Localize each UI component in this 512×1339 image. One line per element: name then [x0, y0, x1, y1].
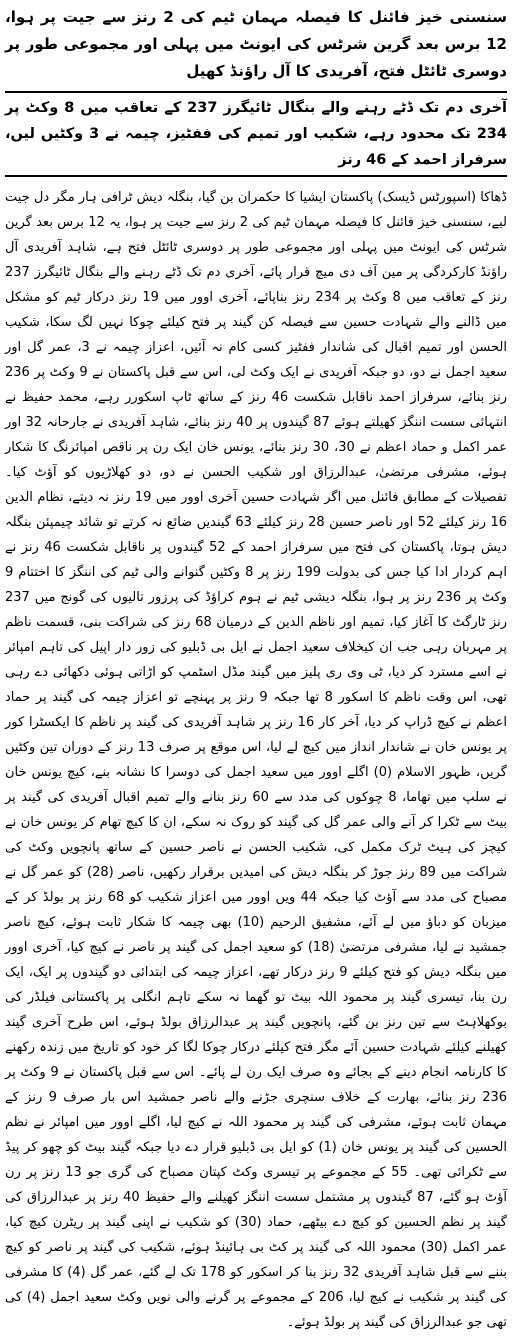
article-body: ڈھاکا (اسپورٹس ڈیسک) پاکستان ایشیا کا حکمران بن گیا، بنگلہ دیش ٹرافی ہار مگر دل جیت لیے، سنسنی خیز فائنل کا فیصلہ مہمان ٹیم کی 2 رنز سے جیت پر ہوا، یہ 12 برس بعد گرین شرٹس کی ایونٹ میں پہلی اور مجموعی طور پر دوسری ٹائٹل فتح ہے، شاہد آفریدی آل راؤنڈ کارکردگی پر مین آف دی میچ قرار پائے، آخری دم تک ڈٹے رہنے والے بنگال ٹائیگرز 237 رنز کے تعاقب میں 8 وکٹ پر 234 رنز بناپائے، آخری اوور میں 19 رنز درکار ٹیم کو مشکل میں ڈالنے والے شہادت حسین سے فیصلہ کن گیند پر فتح کیلئے چوکا نہیں لگ سکا، شکیب الحسن اور تمیم اقبال کی شاندار ففٹیز کسی کام نہ آئیں، اعزاز چیمہ نے 3، عمر گل اور سعید اجمل نے دو، دو جبکہ آفریدی نے ایک وکٹ لی، اس سے قبل پاکستان نے 9 وکٹ پر 236 رنز بنائے، سرفراز احمد ناقابل شکست 46 رنز کے ساتھ ٹاپ اسکورر رہے، محمد حفیظ نے انتہائی سست اننگز کھیلتے ہوئے 87 گیندوں پر 40 رنز بنائے، شاہد آفریدی نے جارحانہ 32 اور عمر اکمل و حماد اعظم نے 30، 30 رنز بنائے، یونس خان ایک رن پر ناقص امپائرنگ کا شکار ہوئے، مشرفی مرتضیٰ، عبدالرزاق اور شکیب الحسن نے دو، دو کھلاڑیوں کو آؤٹ کیا۔ تفصیلات کے مطابق فائنل میں اگر شہادت حسین آخری اوور میں 19 رنز نہ دیتے، نظام الدین 16 رنز کیلئے 52 اور ناصر حسین 28 رنز کیلئے 63 گیندیں ضائع نہ کرتے تو شائد چیمپئن بنگلہ دیش ہوتا، پاکستان کی فتح میں سرفراز احمد کے 52 گیندوں پر ناقابل شکست 46 رنز نے اہم کردار ادا کیا جس کی بدولت 199 رنز پر 8 وکٹیں گنوانے والی ٹیم کی اننگز کا اختتام 9 وکٹ پر 236 رنز پر ہوا، بنگلہ دیشی ٹیم نے ہوم کراؤڈ کی پرزور تالیوں کی گونج میں 237 رنز ٹارگٹ کا آغاز کیا، تمیم اور ناظم الدین کے درمیان 68 رنز کی شراکت بنی، قسمت ناظم پر مہربان رہی جب ان کیخلاف سعید اجمل نے ایل بی ڈبلیو کی زور دار اپیل کی تاہم امپائر نے اسے مسترد کر دیا، ٹی وی ری پلیز میں گیند مڈل اسٹمپ کو اڑاتی ہوئی دکھائی دے رہی تھی، اس وقت ناظم کا اسکور 8 تھا جبکہ 9 رنز پر پہنچے تو اعزاز چیمہ کی گیند پر حماد اعظم نے کیچ ڈراپ کر دیا، آخر کار 16 رنز پر شاہد آفریدی کی گیند پر ناظم کا ایکسٹرا کور پر یونس خان نے شاندار انداز میں کیچ لے لیا، اس موقع پر صرف 13 رنز کے دوران تین وکٹیں گریں، ظہور الاسلام (0) اگلے اوور میں سعید اجمل کی دوسرا کا نشانہ بنے، کیچ یونس خان نے سلپ میں تھاما، 8 چوکوں کی مدد سے 60 رنز بنانے والے تمیم اقبال آفریدی کی گیند پر بیٹ سے ٹکرا کر آنے والی عمر گل کی گیند کو روک نہ سکے، ان کا کیچ تھام کر یونس خان نے کیچز کی ہیٹ ٹرک مکمل کی، شکیب الحسن نے ناصر حسین کے ساتھ پانچویں وکٹ کی شراکت میں 89 رنز جوڑ کر بنگلہ دیش کی امیدیں برقرار رکھیں، ناصر (28) کو عمر گل نے مصباح کی مدد سے آؤٹ کیا جبکہ 44 ویں اوور میں اعزاز شکیب کو 68 رنز پر بولڈ کر کے میزبان کو دباؤ میں لے آئے، مشفیق الرحیم (10) بھی چیمہ کا شکار ثابت ہوئے، کیچ ناصر جمشید نے لیا، مشرفی مرتضیٰ (18) کو سعید اجمل کی گیند پر ناصر نے کیچ کیا، آخری اوور میں بنگلہ دیش کو فتح کیلئے 9 رنز درکار تھے، اعزاز چیمہ کی ابتدائی دو گیندوں پر ایک، ایک رن بنا، تیسری گیند پر محمود اللہ بیٹ تو گھما نہ سکے تاہم انگلی پر پاکستانی فیلڈر کی بوکھلاہٹ سے تین رنز بن گئے، پانچویں گیند پر عبدالرزاق بولڈ ہوئے، اس طرح آخری گیند کھیلنے کیلئے شہادت حسین آئے مگر فتح کیلئے درکار چوکا لگا کر خود کو تاریخ میں زندہ رکھنے کا کارنامہ انجام دینے کے بجائے وہ صرف ایک رن لے پائے۔ اس سے قبل پاکستان نے 9 وکٹ پر 236 رنز بنائے، بھارت کے خلاف سنچری جڑنے والے ناصر جمشید اس بار صرف 9 رنز کے مہمان ثابت ہوئے، مشرفی کی گیند پر محمود اللہ نے کیچ لیا، اگلے اوور میں امپائر نے نظم الحسین کی گیند پر یونس خان (1) کو ایل بی ڈبلیو قرار دے دیا جبکہ گیند بیٹ کو چھو کر پیڈ سے ٹکرائی تھی۔ 55 کے مجموعے پر تیسری وکٹ کپتان مصباح کی گری جو 13 رنز پر رن آؤٹ ہو گئے، 87 گیندوں پر مشتمل سست اننگز کھیلنے والے حفیظ 40 رنز پر عبدالرزاق کی گیند پر نظم الحسین کو کیچ دے بیٹھے، حماد (30) کو شکیب نے اپنی گیند پر ریٹرن کیچ کیا، عمر اکمل (30) محمود اللہ کی گیند پر کٹ بی ہائینڈ ہوئے، شکیب کی گیند پر ناصر کو کیچ بننے سے قبل شاہد آفریدی 32 رنز بنا کر اسکور کو 178 تک لے گئے، عمر گل (4) کا مشرفی کی گیند پر شکیب نے کیچ لیا، 206 کے مجموعے پر گرنے والی نویں وکٹ سعید اجمل (4) کی تھی جو عبدالرزاق کی گیند پر بولڈ ہوئے۔ — [5, 190, 508, 1330]
article-deck: آخری دم تک ڈٹے رہنے والے بنگال ٹائیگرز 237 کے تعاقب میں 8 وکٹ پر 234 تک محدود رہے، شکیب اور تمیم کی ففٹیز، چیمہ نے 3 وکٹیں لیں، سرفراز احمد کے 46 رنز — [5, 91, 507, 177]
article-headline: سنسنی خیز فائنل کا فیصلہ مہمان ٹیم کی 2 رنز سے جیت پر ہوا، 12 برس بعد گرین شرٹس کی ایونٹ میں پہلی اور مجموعی طور پر دوسری ٹائٹل فتح، آفریدی کا آل راؤنڈ کھیل — [5, 8, 507, 80]
